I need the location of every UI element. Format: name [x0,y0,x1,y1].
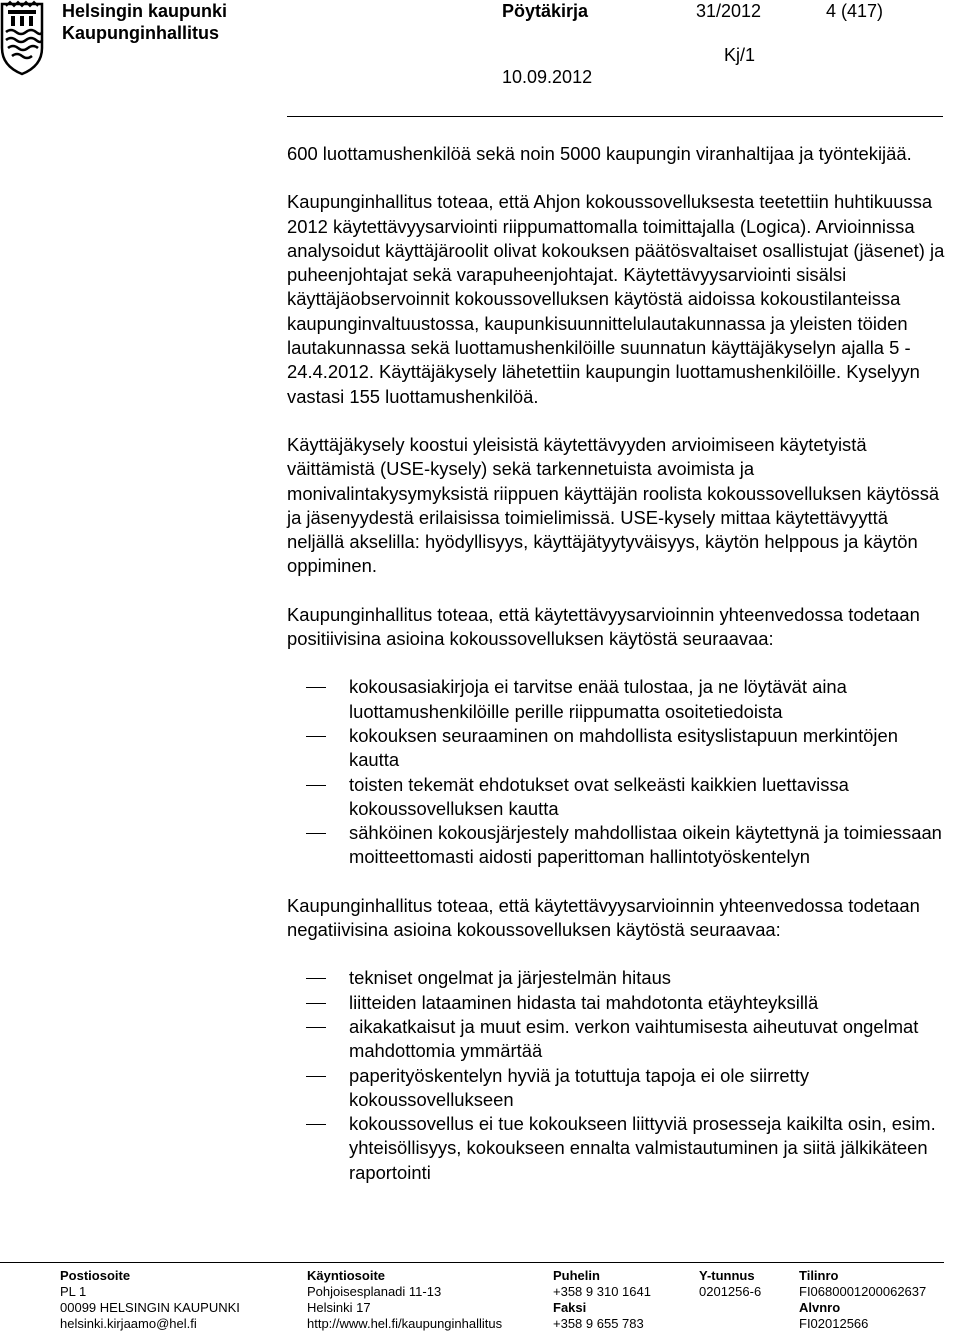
list-item-text: toisten tekemät ehdotukset ovat selkeästi kaikkien luettavissa kokoussovelluksen kautta [349,773,849,819]
footer-visit-city: Helsinki 17 [307,1300,371,1315]
footer-rule [0,1262,944,1263]
footer-visit-street: Pohjoisesplanadi 11-13 [307,1284,442,1299]
footer-vat-number: FI02012566 [799,1316,869,1331]
list-item [287,1015,947,1064]
header-page-number: 4 (417) [826,1,884,21]
header-org: Helsingin kaupunki [62,1,228,21]
list-item [287,773,947,822]
footer-phone [553,1268,651,1332]
list-item [287,1064,947,1113]
footer-fax-heading: Faksi [553,1300,587,1315]
footer-business-id-heading: Y-tunnus [699,1268,755,1283]
footer-account-number: FI0680001200062637 [799,1284,927,1299]
list-item [287,675,947,724]
list-item-text: sähköinen kokousjärjestely mahdollistaa oikein käytettynä ja toimiessaan moitteettomasti aidosti paperittoman hallintotyöskentelyn [349,822,942,868]
list-item-text: paperityöskentelyn hyviä ja totuttuja tapoja ei ole siirretty kokoussovellukseen [349,1064,810,1110]
header-date: 10.09.2012 [502,67,593,87]
list-item [287,991,947,1015]
paragraph-4: Kaupunginhallitus toteaa, että käytettävyysarvioinnin yhteenvedossa todetaan positiivisina asioina kokoussovelluksen käytöstä seuraavaa: [287,603,920,650]
footer-account-heading: Tilinro [799,1268,839,1283]
footer-postal-city: 00099 HELSINGIN KAUPUNKI [60,1300,240,1315]
footer-business-id-value: 0201256-6 [699,1284,762,1299]
header-doc-type: Pöytäkirja [502,1,589,21]
paragraph-3: Käyttäjäkysely koostui yleisistä käytettävyyden arvioimiseen käytetyistä väittämistä (USE-kysely) sekä tarkennetuista avoimista ja monivalintakysymyksistä riippuen käyttäjän roolista kokoussovelluksen käytössä ja jäsenyydestä erilaisissa toimielimissä. USE-kysely mittaa käytettävyyttä neljällä akselilla: hyödyllisyys, käyttäjätyytyväisyys, käytön helppous ja käytön oppiminen. [287,433,940,577]
negatives-list [287,966,947,1185]
footer-postal-heading: Postiosoite [60,1268,131,1283]
paragraph-2: Kaupunginhallitus toteaa, että Ahjon kokoussovelluksesta teetettiin huhtikuussa 2012 käytettävyysarviointi riippumattomalla toimittajalla (Logica). Arvioinnissa analysoidut käyttäjäroolit olivat kokouksen päätösvaltaiset osallistujat (jäsenet) ja puheenjohtajat sekä varapuheenjohtajat. Käytettävyysarviointi sisälsi käyttäjäobservoinnit kokoussovelluksen käytöstä aidoissa kokoustilanteissa kaupunginvaltuustossa, kaupunkisuunnittelulautakunnassa ja yleisten töiden lautakunnassa sekä luottamushenkilöille suunnatun käyttäjäkyselyn ajalla 5 - 24.4.2012. Käyttäjäkysely lähetettiin kaupungin luottamushenkilöille. Kyselyyn vastasi 155 luottamushenkilöä. [287,191,945,407]
paragraph-1: 600 luottamushenkilöä sekä noin 5000 kaupungin viranhaltijaa ja työntekijää. [287,143,912,164]
helsinki-coat-of-arms-logo [0,0,44,76]
list-item-text: kokouksen seuraaminen on mahdollista esityslistapuun merkintöjen kautta [349,724,898,771]
header-doc-number: 31/2012 [696,1,762,21]
footer-website-link[interactable]: http://www.hel.fi/kaupunginhallitus [307,1316,503,1331]
footer-fax-number: +358 9 655 783 [553,1316,644,1331]
list-item-text: aikakatkaisut ja muut esim. verkon vaihtumisesta aiheutuvat ongelmat mahdottomia ymmärtää [349,1015,919,1062]
list-item [287,724,947,773]
positives-list [287,675,947,869]
header-rule [287,116,943,117]
list-item-text: kokoussovellus ei tue kokoukseen liittyviä prosesseja kaikilta osin, esim. yhteisöllisyys, kokoukseen ennalta valmistautuminen ja siitä jälkikäteen raportointi [349,1113,936,1183]
header-body: Kaupunginhallitus [62,23,219,43]
list-item [287,821,947,870]
list-item-text: kokousasiakirjoja ei tarvitse enää tulostaa, ja ne löytävät aina luottamushenkilöille perille riippumatta osoitetiedoista [349,676,847,722]
header-section: Kj/1 [724,45,756,65]
footer-phone-number: +358 9 310 1641 [553,1284,651,1299]
footer-visiting-address [307,1268,502,1332]
footer-phone-heading: Puhelin [553,1268,600,1283]
footer-business-id [699,1268,761,1300]
footer-postal-address [60,1268,240,1332]
document-body [287,142,947,1185]
footer-account [799,1268,926,1332]
footer-visit-heading: Käyntiosoite [307,1268,386,1283]
footer-email-link[interactable]: helsinki.kirjaamo@hel.fi [60,1316,197,1331]
list-item-text: tekniset ongelmat ja järjestelmän hitaus [349,967,672,989]
footer-vat-heading: Alvnro [799,1300,841,1315]
footer-postal-box: PL 1 [60,1284,87,1299]
paragraph-5: Kaupunginhallitus toteaa, että käytettävyysarvioinnin yhteenvedossa todetaan negatiivisina asioina kokoussovelluksen käytöstä seuraavaa: [287,894,920,941]
list-item [287,966,947,990]
list-item [287,1112,947,1185]
list-item-text: liitteiden lataaminen hidasta tai mahdotonta etäyhteyksillä [349,991,819,1013]
